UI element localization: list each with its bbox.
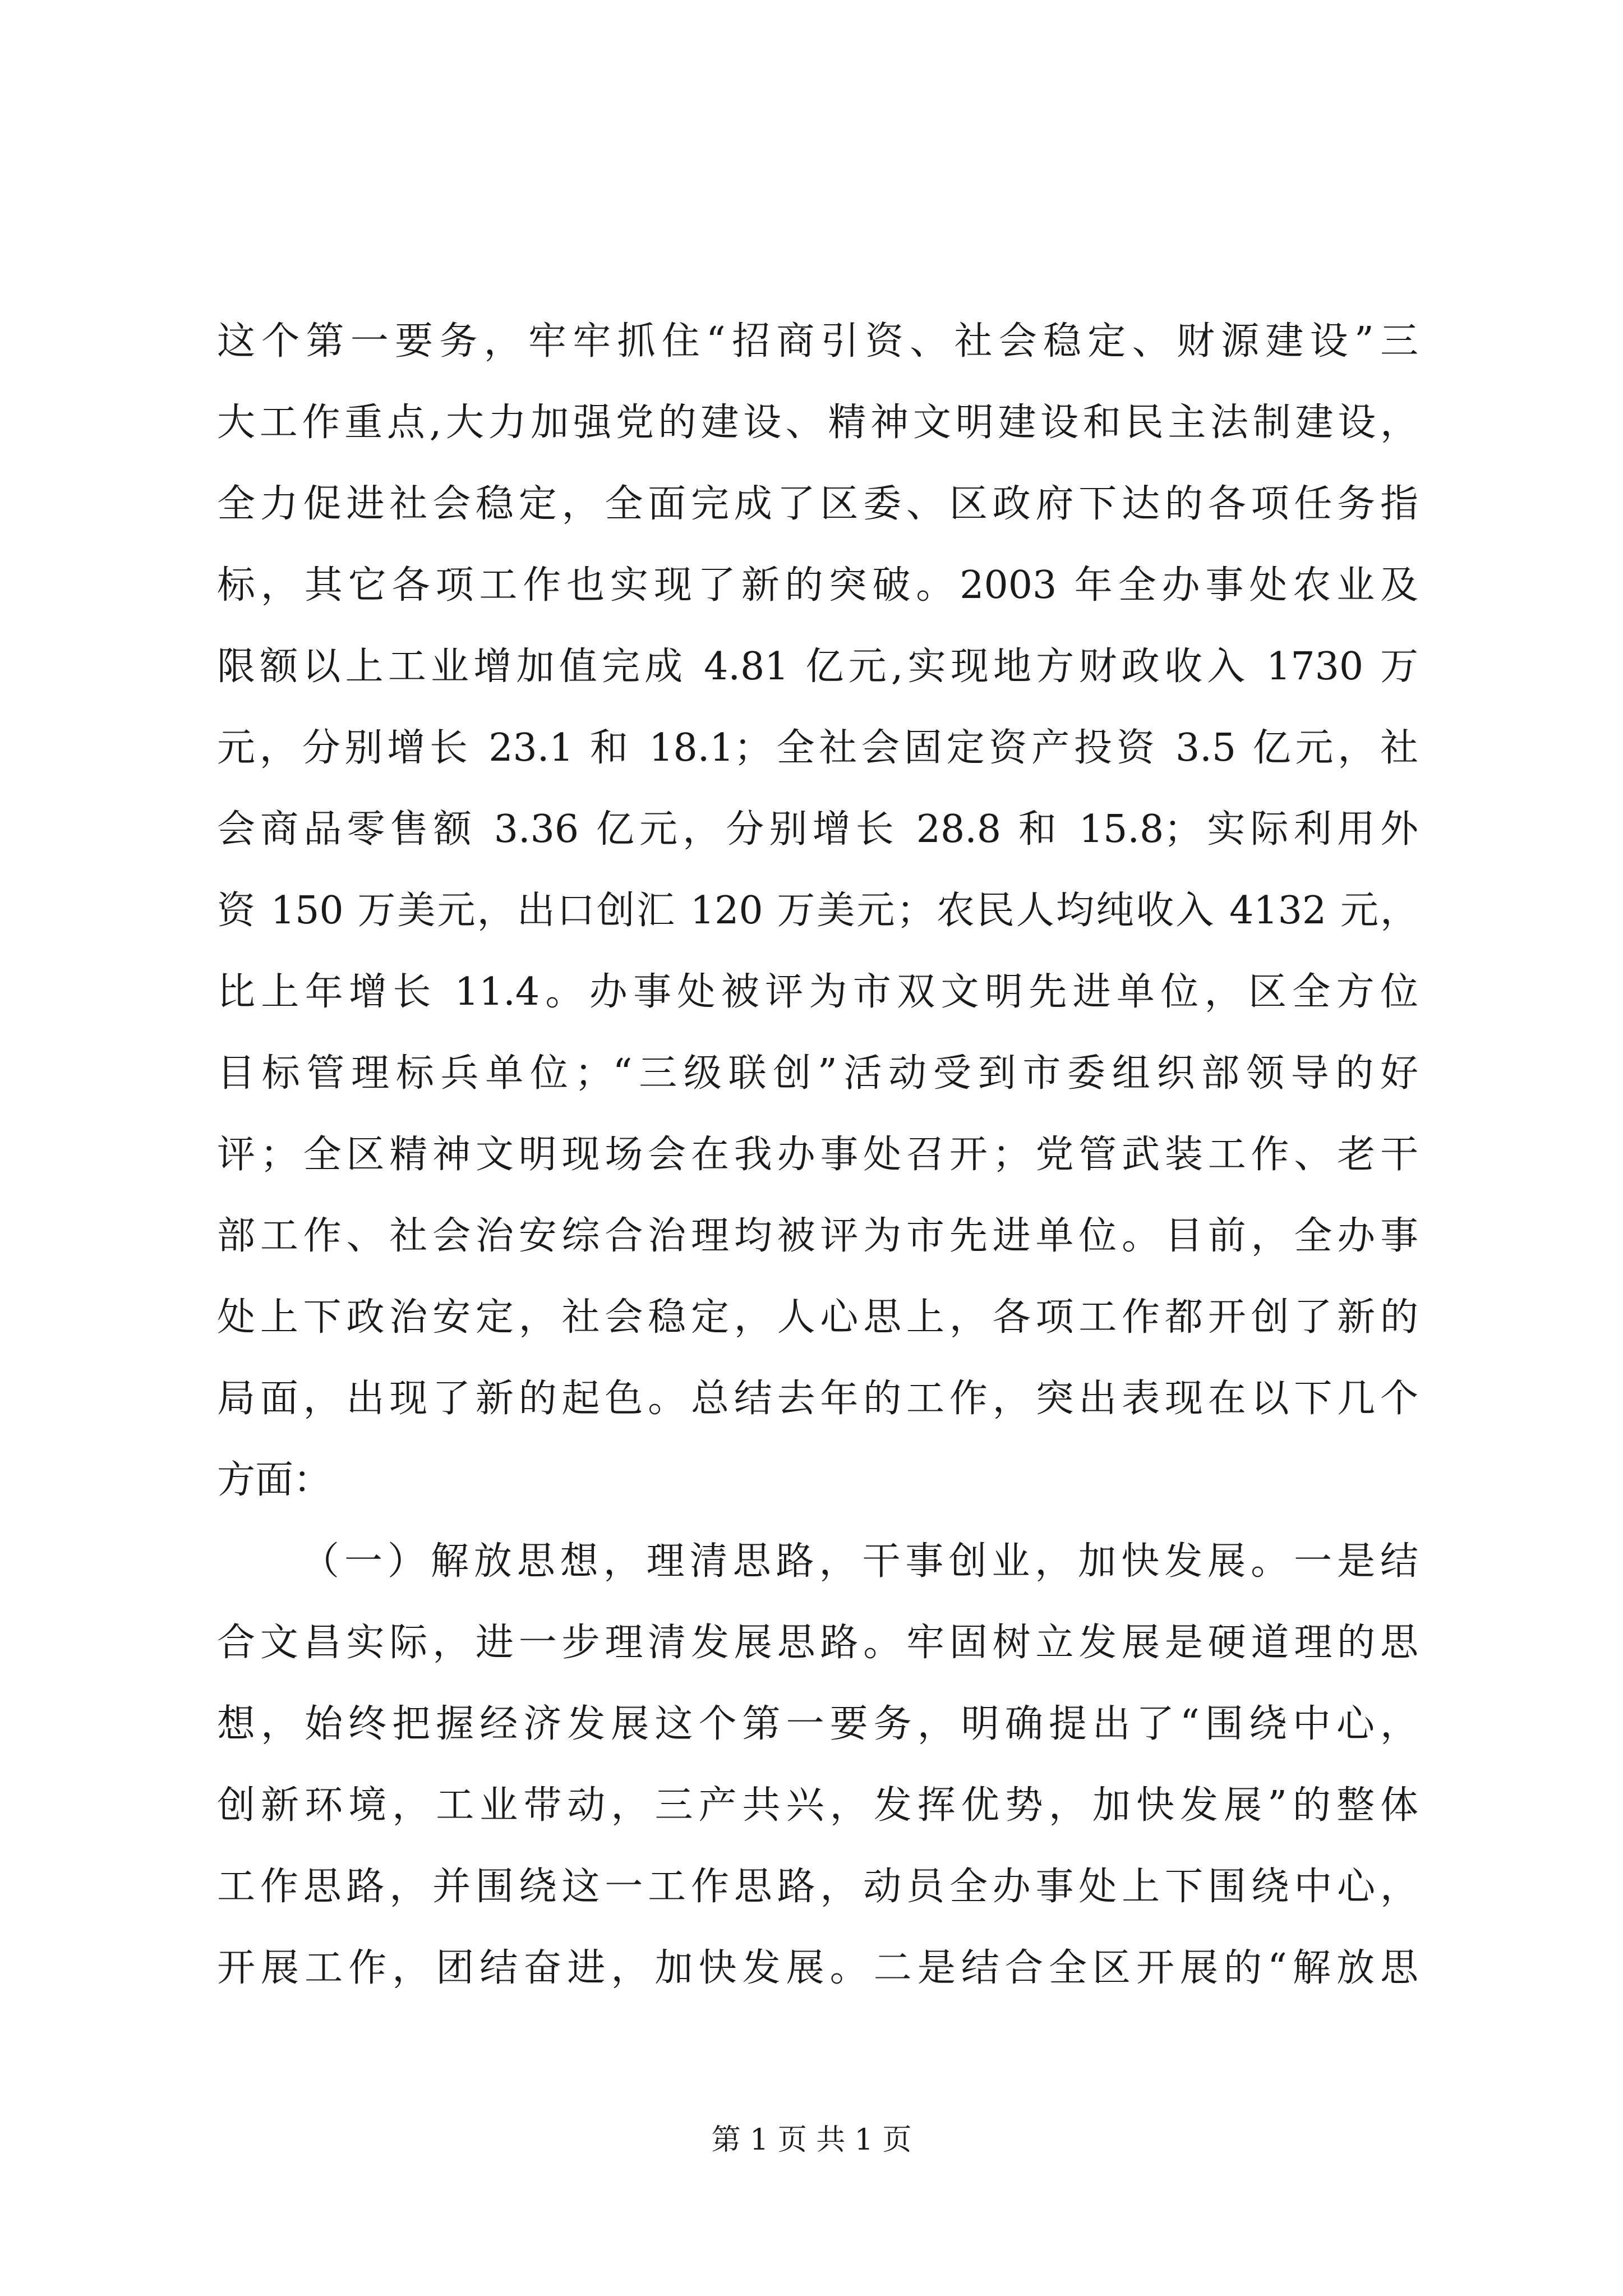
body-line: 开展工作，团结奋进，加快发展。二是结合全区开展的“解放思 (217, 1946, 1418, 1990)
body-line: 合文昌实际，进一步理清发展思路。牢固树立发展是硬道理的思 (217, 1621, 1418, 1665)
body-line: 方面： (217, 1458, 332, 1502)
body-line: 处上下政治安定，社会稳定，人心思上，各项工作都开创了新的 (217, 1295, 1418, 1340)
body-line: 比上年增长 11.4。办事处被评为市双文明先进单位，区全方位 (217, 970, 1418, 1014)
body-line: 目标管理标兵单位；“三级联创”活动受到市委组织部领导的好 (217, 1051, 1418, 1096)
body-line: 局面，出现了新的起色。总结去年的工作，突出表现在以下几个 (217, 1377, 1418, 1421)
body-line: 想，始终把握经济发展这个第一要务，明确提出了“围绕中心， (217, 1702, 1418, 1746)
paragraph (217, 301, 1418, 1521)
body-line: 会商品零售额 3.36 亿元，分别增长 28.8 和 15.8；实际利用外 (217, 807, 1418, 852)
document-body (217, 301, 1418, 2009)
body-line: 限额以上工业增加值完成 4.81 亿元,实现地方财政收入 1730 万 (217, 645, 1418, 689)
paragraph (217, 1521, 1418, 2009)
body-line: 评；全区精神文明现场会在我办事处召开；党管武装工作、老干 (217, 1133, 1418, 1177)
body-line: 全力促进社会稳定，全面完成了区委、区政府下达的各项任务指 (217, 482, 1418, 526)
body-line: 这个第一要务，牢牢抓住“招商引资、社会稳定、财源建设”三 (217, 319, 1418, 364)
body-line: 工作思路，并围绕这一工作思路，动员全办事处上下围绕中心， (217, 1865, 1418, 1909)
body-line: 元，分别增长 23.1 和 18.1；全社会固定资产投资 3.5 亿元，社 (217, 726, 1418, 770)
body-line: 标，其它各项工作也实现了新的突破。2003 年全办事处农业及 (217, 563, 1418, 608)
body-line: 部工作、社会治安综合治理均被评为市先进单位。目前，全办事 (217, 1214, 1418, 1258)
body-line: 资 150 万美元，出口创汇 120 万美元；农民人均纯收入 4132 元， (217, 889, 1418, 933)
page-footer: 第 1 页 共 1 页 (711, 2123, 912, 2157)
body-line: （一）解放思想，理清思路，干事创业，加快发展。一是结 (301, 1539, 1418, 1584)
body-line: 大工作重点,大力加强党的建设、精神文明建设和民主法制建设， (217, 401, 1418, 445)
body-line: 创新环境，工业带动，三产共兴，发挥优势，加快发展”的整体 (217, 1783, 1418, 1828)
